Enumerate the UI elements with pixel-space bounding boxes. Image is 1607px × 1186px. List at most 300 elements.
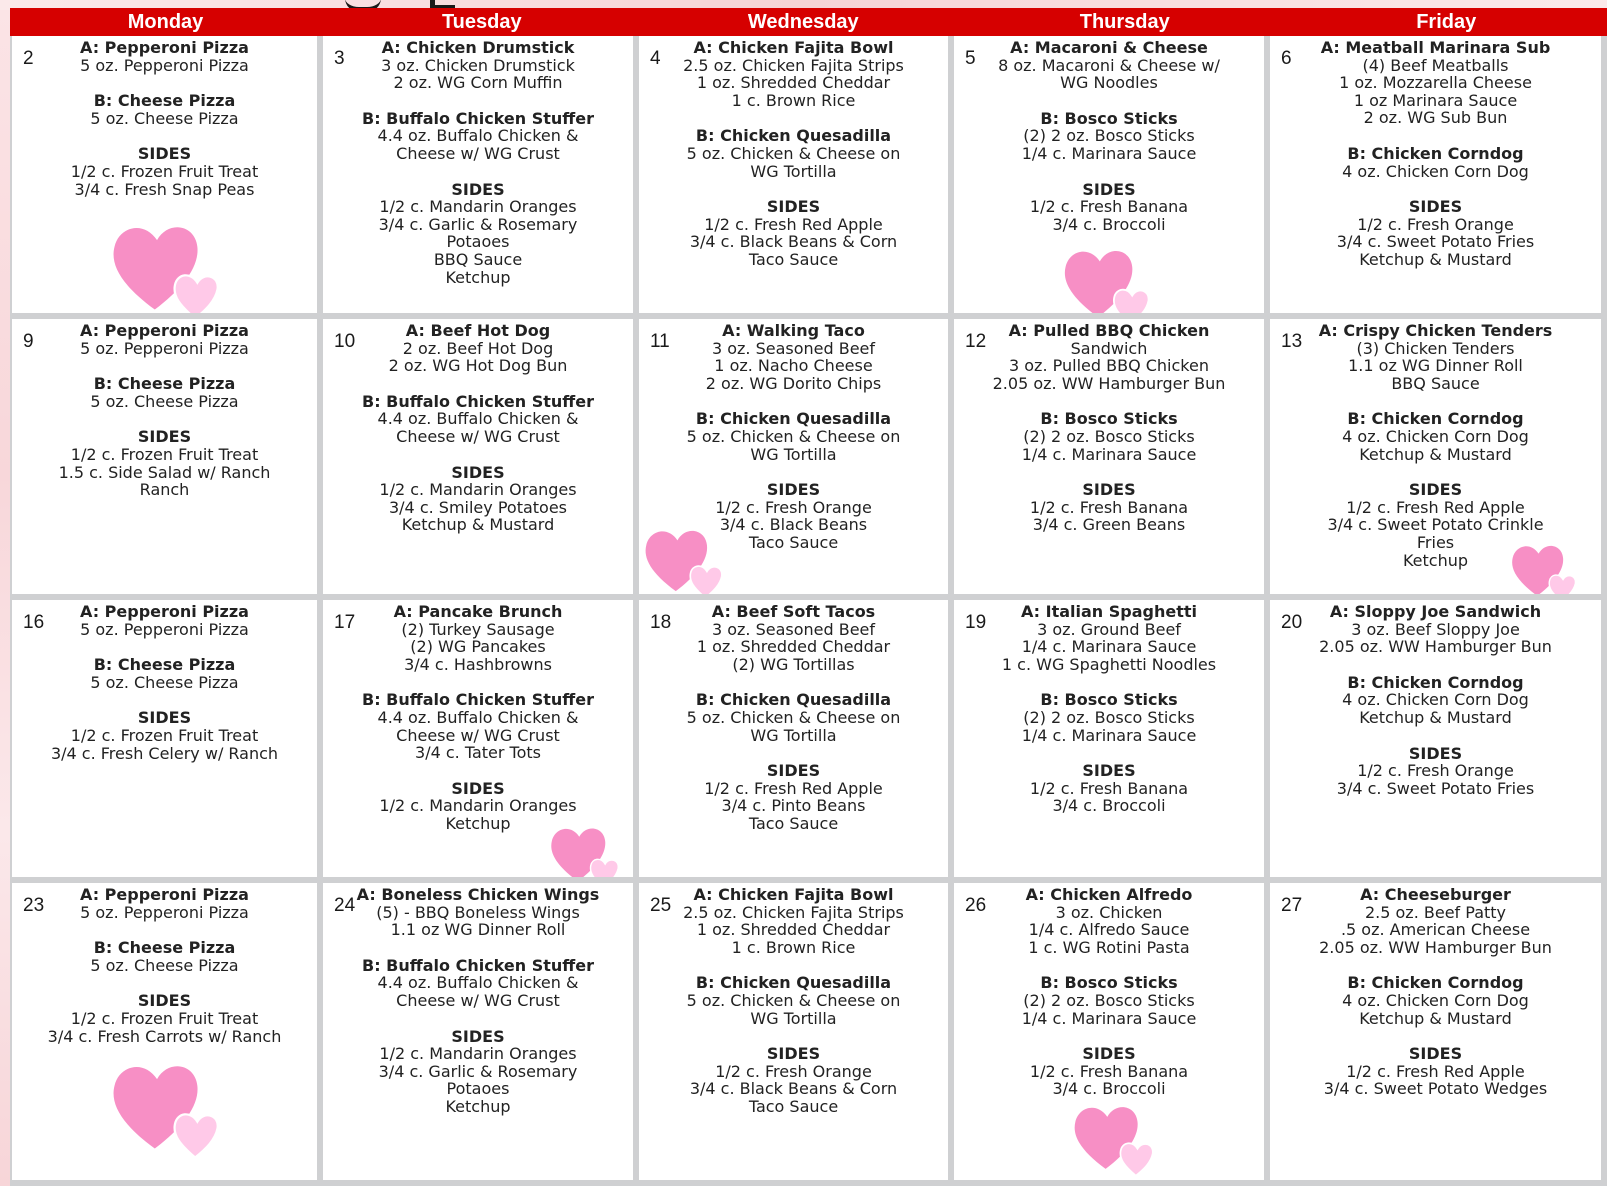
entree-option-title: A: Walking Taco	[722, 321, 865, 340]
menu-line: Ketchup & Mustard	[1359, 249, 1512, 269]
entree-option-title: B: Buffalo Chicken Stuffer	[362, 690, 594, 710]
menu-line: 3 oz. Seasoned Beef	[711, 338, 876, 358]
calendar-cell	[10, 883, 323, 1186]
menu-line: 3/4 c. Fresh Celery w/ Ranch	[50, 743, 279, 763]
menu-line: 4 oz. Chicken Corn Dog	[1342, 990, 1529, 1010]
menu-line: 5 oz. Chicken & Cheese on	[686, 990, 901, 1010]
group-spacer	[954, 673, 1264, 691]
group-spacer	[1270, 727, 1601, 745]
menu-line: 5 oz. Pepperoni Pizza	[80, 902, 249, 922]
entree-option-title: B: Buffalo Chicken Stuffer	[362, 955, 594, 975]
entree-option-title: A: Italian Spaghetti	[1020, 602, 1198, 621]
menu-line: 3 oz. Beef Sloppy Joe	[1351, 619, 1520, 639]
menu-line: (2) 2 oz. Bosco Sticks	[1023, 126, 1195, 146]
menu-line: 1/2 c. Fresh Banana	[1029, 778, 1189, 798]
menu-line: Taco Sauce	[748, 532, 839, 552]
entree-option-title: A: Pepperoni Pizza	[80, 602, 249, 621]
day-number: 25	[650, 895, 672, 916]
menu-line: 4.4 oz. Buffalo Chicken &	[377, 973, 579, 993]
menu-line: (2) WG Tortillas	[732, 654, 855, 674]
menu-line: 2 oz. WG Dorito Chips	[705, 373, 882, 393]
day-number: 5	[965, 48, 976, 69]
sides-heading: SIDES	[451, 462, 505, 482]
menu-line: 1/2 c. Mandarin Oranges	[379, 480, 577, 500]
calendar-cell	[639, 883, 954, 1186]
group-spacer	[1270, 127, 1601, 145]
day-number: 19	[965, 612, 987, 633]
menu-items	[323, 886, 633, 1116]
calendar-cell	[1270, 883, 1607, 1186]
menu-line: 3 oz. Pulled BBQ Chicken	[1009, 356, 1209, 376]
menu-line: 1/4 c. Marinara Sauce	[1021, 143, 1197, 163]
menu-line: 1 c. Brown Rice	[731, 90, 856, 110]
group-spacer	[639, 109, 948, 127]
calendar-cell	[323, 319, 639, 600]
menu-line: (3) Chicken Tenders	[1356, 338, 1515, 358]
menu-line: 1/2 c. Fresh Banana	[1029, 1061, 1189, 1081]
menu-line: (5) - BBQ Boneless Wings	[376, 902, 580, 922]
day-number: 6	[1281, 48, 1292, 69]
group-spacer	[954, 392, 1264, 410]
entree-option-title: B: Buffalo Chicken Stuffer	[362, 391, 594, 411]
day-number: 18	[650, 612, 672, 633]
sides-heading: SIDES	[451, 179, 505, 199]
menu-line: 5 oz. Pepperoni Pizza	[80, 338, 249, 358]
menu-line: Cheese w/ WG Crust	[396, 426, 560, 446]
entree-option-title: B: Chicken Quesadilla	[695, 690, 892, 710]
menu-line: 1/2 c. Frozen Fruit Treat	[70, 444, 259, 464]
day-number: 11	[650, 331, 670, 352]
day-number: 27	[1281, 895, 1303, 916]
menu-line: 2 oz. WG Corn Muffin	[393, 73, 563, 93]
entree-option-title: B: Cheese Pizza	[93, 655, 236, 675]
entree-option-title: A: Chicken Drumstick	[381, 38, 575, 57]
menu-line: 1/2 c. Fresh Red Apple	[1346, 497, 1525, 517]
menu-line: 1.1 oz WG Dinner Roll	[1348, 356, 1523, 376]
menu-line: 1/4 c. Alfredo Sauce	[1028, 920, 1190, 940]
menu-line: 1/2 c. Mandarin Oranges	[379, 197, 577, 217]
day-number: 24	[334, 895, 356, 916]
sides-heading: SIDES	[1082, 179, 1136, 199]
menu-line: 3/4 c. Sweet Potato Wedges	[1323, 1079, 1548, 1099]
menu-line: 1/2 c. Fresh Orange	[1357, 761, 1514, 781]
menu-line: (2) 2 oz. Bosco Sticks	[1023, 426, 1195, 446]
menu-line: 1 oz. Mozzarella Cheese	[1339, 73, 1532, 93]
menu-line: 1 oz. Shredded Cheddar	[696, 73, 891, 93]
entree-option-title: A: Meatball Marinara Sub	[1320, 38, 1551, 57]
menu-line: 2.5 oz. Chicken Fajita Strips	[683, 902, 904, 922]
day-number: 20	[1281, 612, 1303, 633]
group-spacer	[1270, 180, 1601, 198]
group-spacer	[323, 762, 633, 780]
calendar-cell	[10, 319, 323, 600]
group-spacer	[954, 956, 1264, 974]
sides-heading: SIDES	[766, 761, 821, 781]
group-spacer	[639, 392, 948, 410]
group-spacer	[639, 673, 948, 691]
entree-option-title: A: Macaroni & Cheese	[1010, 38, 1208, 57]
menu-line: 2 oz. WG Sub Bun	[1363, 108, 1508, 128]
menu-line: 4.4 oz. Buffalo Chicken &	[377, 707, 579, 727]
menu-line: Cheese w/ WG Crust	[396, 143, 560, 163]
menu-line: 5 oz. Pepperoni Pizza	[80, 55, 249, 75]
group-spacer	[954, 1027, 1264, 1045]
entree-option-title: A: Cheeseburger	[1360, 885, 1511, 904]
menu-items	[12, 603, 317, 762]
entree-option-title: A: Pepperoni Pizza	[80, 38, 249, 57]
calendar-cell	[954, 36, 1270, 319]
menu-line: 4 oz. Chicken Corn Dog	[1342, 426, 1529, 446]
menu-line: 4.4 oz. Buffalo Chicken &	[377, 126, 579, 146]
group-spacer	[12, 974, 317, 992]
menu-line: 3/4 c. Sweet Potato Fries	[1336, 232, 1535, 252]
menu-items	[639, 603, 948, 833]
entree-option-title: A: Pepperoni Pizza	[80, 321, 249, 340]
heart-icon	[549, 818, 621, 883]
header-friday: Friday	[1416, 11, 1477, 33]
day-number: 13	[1281, 331, 1303, 352]
group-spacer	[323, 375, 633, 393]
menu-line: 4 oz. Chicken Corn Dog	[1342, 161, 1529, 181]
sides-heading: SIDES	[1408, 197, 1463, 217]
menu-line: WG Noodles	[1060, 73, 1158, 93]
menu-line: 1 oz. Shredded Cheddar	[696, 637, 891, 657]
menu-line: 1/2 c. Fresh Red Apple	[704, 778, 883, 798]
calendar-cell	[10, 600, 323, 883]
day-number: 3	[334, 48, 345, 69]
entree-option-title: A: Sloppy Joe Sandwich	[1329, 602, 1542, 621]
weekday-header	[10, 8, 1607, 36]
menu-line: .5 oz. American Cheese	[1340, 920, 1531, 940]
menu-line: 1/2 c. Frozen Fruit Treat	[70, 161, 259, 181]
menu-line: 1 c. Brown Rice	[731, 937, 856, 957]
sides-heading: SIDES	[1082, 480, 1136, 500]
entree-option-title: B: Chicken Corndog	[1347, 672, 1524, 692]
day-number: 12	[965, 331, 987, 352]
menu-line: 5 oz. Chicken & Cheese on	[686, 707, 901, 727]
day-number: 9	[23, 331, 34, 352]
menu-line: Taco Sauce	[748, 813, 839, 833]
menu-line: 2.05 oz. WW Hamburger Bun	[992, 373, 1226, 393]
menu-line: 5 oz. Cheese Pizza	[90, 955, 239, 975]
menu-line: 1/2 c. Fresh Banana	[1029, 197, 1189, 217]
group-spacer	[12, 638, 317, 656]
menu-items	[1270, 886, 1601, 1098]
group-spacer	[1270, 1027, 1601, 1045]
calendar-cell	[639, 319, 954, 600]
menu-line: 1/4 c. Marinara Sauce	[1021, 1008, 1197, 1028]
menu-line: 5 oz. Cheese Pizza	[90, 391, 239, 411]
menu-line: 2.5 oz. Beef Patty	[1364, 902, 1507, 922]
menu-items	[12, 39, 317, 198]
menu-line: 1/2 c. Fresh Orange	[715, 1061, 872, 1081]
group-spacer	[12, 357, 317, 375]
menu-line: (2) 2 oz. Bosco Sticks	[1023, 990, 1195, 1010]
menu-line: 1/2 c. Fresh Banana	[1029, 497, 1189, 517]
menu-line: Ketchup	[445, 267, 511, 287]
menu-line: Ketchup & Mustard	[1359, 444, 1512, 464]
header-thursday: Thursday	[1079, 11, 1170, 33]
menu-items	[954, 886, 1264, 1098]
entree-option-title: B: Cheese Pizza	[93, 938, 236, 958]
menu-line: 3/4 c. Black Beans	[719, 515, 868, 535]
menu-line: 1 oz Marinara Sauce	[1353, 90, 1518, 110]
entree-option-title: A: Beef Soft Tacos	[711, 602, 876, 621]
group-spacer	[1270, 656, 1601, 674]
menu-line: 3/4 c. Black Beans & Corn	[689, 1079, 898, 1099]
entree-option-title: A: Chicken Fajita Bowl	[693, 38, 894, 57]
sides-heading: SIDES	[451, 778, 505, 798]
calendar-cell	[639, 600, 954, 883]
group-spacer	[12, 691, 317, 709]
menu-line: 3/4 c. Sweet Potato Fries	[1336, 778, 1535, 798]
menu-line: 3/4 c. Green Beans	[1032, 515, 1186, 535]
sides-heading: SIDES	[137, 991, 192, 1011]
menu-items	[639, 886, 948, 1116]
menu-line: 3 oz. Seasoned Beef	[711, 619, 876, 639]
menu-items	[954, 322, 1264, 534]
menu-line: WG Tortilla	[750, 725, 837, 745]
group-spacer	[12, 921, 317, 939]
menu-line: (2) 2 oz. Bosco Sticks	[1023, 707, 1195, 727]
entree-option-title: B: Chicken Corndog	[1347, 143, 1524, 163]
day-number: 23	[23, 895, 45, 916]
menu-line: 3 oz. Ground Beef	[1037, 619, 1181, 639]
menu-line: 1 oz. Nacho Cheese	[714, 356, 873, 376]
menu-line: 3/4 c. Garlic & Rosemary	[378, 214, 578, 234]
menu-line: 1/2 c. Fresh Red Apple	[1346, 1061, 1525, 1081]
sides-heading: SIDES	[137, 708, 192, 728]
menu-line: 1/2 c. Frozen Fruit Treat	[70, 725, 259, 745]
menu-line: 2.5 oz. Chicken Fajita Strips	[683, 55, 904, 75]
entree-option-title: B: Bosco Sticks	[1040, 409, 1178, 429]
menu-line: 1.5 c. Side Salad w/ Ranch	[58, 462, 271, 482]
day-number: 10	[334, 331, 356, 352]
group-spacer	[954, 463, 1264, 481]
calendar-cell	[954, 600, 1270, 883]
entree-option-title: B: Chicken Corndog	[1347, 409, 1524, 429]
sides-heading: SIDES	[1408, 1044, 1463, 1064]
menu-line: 1 oz. Shredded Cheddar	[696, 920, 891, 940]
entree-option-title: B: Bosco Sticks	[1040, 690, 1178, 710]
entree-option-title: A: Boneless Chicken Wings	[356, 885, 600, 904]
menu-line: 4.4 oz. Buffalo Chicken &	[377, 409, 579, 429]
menu-line: WG Tortilla	[750, 444, 837, 464]
menu-line: 3/4 c. Garlic & Rosemary	[378, 1061, 578, 1081]
menu-line: 3/4 c. Smiley Potatoes	[388, 497, 568, 517]
sides-heading: SIDES	[766, 1044, 821, 1064]
menu-line: 1/2 c. Frozen Fruit Treat	[70, 1008, 259, 1028]
sides-heading: SIDES	[1082, 761, 1136, 781]
group-spacer	[323, 939, 633, 957]
sides-heading: SIDES	[1082, 1044, 1136, 1064]
menu-line: 5 oz. Chicken & Cheese on	[686, 426, 901, 446]
entree-option-title: B: Chicken Corndog	[1347, 973, 1524, 993]
menu-line: WG Tortilla	[750, 1008, 837, 1028]
menu-line: 3/4 c. Tater Tots	[415, 743, 541, 763]
day-number: 26	[965, 895, 987, 916]
menu-line: 5 oz. Chicken & Cheese on	[686, 143, 901, 163]
sides-heading: SIDES	[1408, 480, 1463, 500]
calendar-cell	[1270, 36, 1607, 319]
entree-option-title: A: Pepperoni Pizza	[80, 885, 249, 904]
calendar-cell	[1270, 319, 1607, 600]
menu-line: 1 c. WG Spaghetti Noodles	[1001, 654, 1217, 674]
menu-line: 1/2 c. Fresh Orange	[1357, 214, 1514, 234]
menu-line: 5 oz. Pepperoni Pizza	[80, 619, 249, 639]
group-spacer	[323, 163, 633, 181]
menu-items	[12, 886, 317, 1045]
day-number: 4	[650, 48, 661, 69]
calendar-cell	[323, 883, 639, 1186]
group-spacer	[323, 92, 633, 110]
entree-option-title: B: Chicken Quesadilla	[695, 973, 892, 993]
calendar-cell	[323, 600, 639, 883]
entree-option-title: B: Chicken Quesadilla	[695, 409, 892, 429]
group-spacer	[323, 446, 633, 464]
menu-line: 3 oz. Chicken	[1055, 902, 1163, 922]
menu-line: Fries	[1416, 532, 1455, 552]
menu-line: BBQ Sauce	[433, 249, 523, 269]
menu-line: 1/4 c. Marinara Sauce	[1021, 725, 1197, 745]
menu-line: Ketchup & Mustard	[1359, 707, 1512, 727]
menu-line: 8 oz. Macaroni & Cheese w/	[998, 55, 1220, 75]
menu-line: 3/4 c. Sweet Potato Crinkle	[1327, 515, 1544, 535]
calendar-cell	[1270, 600, 1607, 883]
day-number: 2	[23, 48, 34, 69]
heart-icon	[1510, 536, 1578, 600]
header-monday: Monday	[127, 11, 204, 33]
sides-heading: SIDES	[137, 144, 192, 164]
menu-line: 3/4 c. Broccoli	[1052, 796, 1166, 816]
menu-line: Taco Sauce	[748, 249, 839, 269]
menu-items	[639, 322, 948, 552]
group-spacer	[639, 180, 948, 198]
menu-line: 3/4 c. Fresh Snap Peas	[74, 179, 255, 199]
menu-line: Ranch	[139, 480, 190, 500]
menu-line: 3/4 c. Pinto Beans	[721, 796, 866, 816]
entree-option-title: B: Buffalo Chicken Stuffer	[362, 108, 594, 128]
header-tuesday: Tuesday	[441, 11, 522, 33]
menu-line: 5 oz. Cheese Pizza	[90, 672, 239, 692]
group-spacer	[12, 74, 317, 92]
entree-option-title: B: Bosco Sticks	[1040, 973, 1178, 993]
menu-line: WG Tortilla	[750, 161, 837, 181]
menu-line: 2.05 oz. WW Hamburger Bun	[1319, 637, 1552, 657]
entree-option-title: A: Pulled BBQ Chicken	[1008, 321, 1210, 340]
group-spacer	[1270, 392, 1601, 410]
menu-line: 3/4 c. Fresh Carrots w/ Ranch	[47, 1026, 282, 1046]
group-spacer	[639, 956, 948, 974]
menu-line: 1/2 c. Fresh Orange	[715, 497, 872, 517]
menu-line: Ketchup	[1402, 550, 1469, 570]
group-spacer	[1270, 956, 1601, 974]
heart-icon	[110, 211, 222, 319]
menu-items	[1270, 603, 1601, 797]
menu-line: 3/4 c. Hashbrowns	[404, 654, 552, 674]
menu-line: Sandwich	[1070, 338, 1148, 358]
menu-line: 2 oz. WG Hot Dog Bun	[388, 356, 568, 376]
group-spacer	[323, 1010, 633, 1028]
menu-line: 1 c. WG Rotini Pasta	[1028, 937, 1190, 957]
entree-option-title: A: Beef Hot Dog	[405, 321, 551, 340]
menu-line: 3/4 c. Broccoli	[1052, 1079, 1166, 1099]
sides-heading: SIDES	[451, 1026, 505, 1046]
menu-items	[1270, 322, 1601, 569]
menu-line: Ketchup	[445, 1096, 511, 1116]
entree-option-title: A: Chicken Fajita Bowl	[693, 885, 894, 904]
group-spacer	[1270, 463, 1601, 481]
menu-line: Cheese w/ WG Crust	[396, 990, 560, 1010]
menu-calendar-grid	[10, 36, 1607, 1186]
group-spacer	[954, 92, 1264, 110]
group-spacer	[639, 463, 948, 481]
menu-line: Ketchup & Mustard	[401, 515, 555, 535]
group-spacer	[639, 1027, 948, 1045]
menu-items	[1270, 39, 1601, 269]
menu-line: 1/2 c. Mandarin Oranges	[379, 796, 577, 816]
calendar-cell	[323, 36, 639, 319]
heart-icon	[643, 519, 725, 600]
day-number: 17	[334, 612, 356, 633]
menu-line: (2) WG Pancakes	[410, 637, 546, 657]
group-spacer	[954, 744, 1264, 762]
group-spacer	[323, 673, 633, 691]
menu-line: Potaoes	[446, 1079, 510, 1099]
calendar-cell	[954, 883, 1270, 1186]
group-spacer	[639, 744, 948, 762]
menu-line: 4 oz. Chicken Corn Dog	[1342, 690, 1529, 710]
entree-option-title: A: Chicken Alfredo	[1025, 885, 1193, 904]
menu-line: 2 oz. Beef Hot Dog	[402, 338, 554, 358]
group-spacer	[12, 410, 317, 428]
calendar-cell	[954, 319, 1270, 600]
menu-items	[323, 39, 633, 286]
menu-line: 1/4 c. Marinara Sauce	[1021, 444, 1197, 464]
menu-items	[954, 39, 1264, 233]
menu-line: 3/4 c. Black Beans & Corn	[689, 232, 898, 252]
sides-heading: SIDES	[766, 197, 821, 217]
calendar-cell	[639, 36, 954, 319]
menu-line: Potaoes	[446, 232, 510, 252]
heart-icon	[110, 1050, 222, 1166]
entree-option-title: B: Chicken Quesadilla	[695, 126, 892, 146]
header-wednesday: Wednesday	[747, 11, 859, 33]
group-spacer	[12, 127, 317, 145]
menu-line: BBQ Sauce	[1391, 373, 1480, 393]
menu-line: Cheese w/ WG Crust	[396, 725, 560, 745]
entree-option-title: A: Pancake Brunch	[393, 602, 563, 621]
menu-line: 1/2 c. Mandarin Oranges	[379, 1044, 577, 1064]
menu-line: 3/4 c. Broccoli	[1052, 214, 1166, 234]
menu-line: (2) Turkey Sausage	[401, 619, 555, 639]
sides-heading: SIDES	[766, 480, 821, 500]
heart-icon	[1062, 238, 1152, 319]
menu-line: 3 oz. Chicken Drumstick	[381, 55, 575, 75]
group-spacer	[954, 163, 1264, 181]
menu-line: Ketchup & Mustard	[1359, 1008, 1512, 1028]
menu-items	[954, 603, 1264, 815]
menu-line: (4) Beef Meatballs	[1362, 55, 1509, 75]
entree-option-title: B: Bosco Sticks	[1040, 108, 1178, 128]
menu-items	[323, 322, 633, 534]
entree-option-title: B: Cheese Pizza	[93, 91, 236, 111]
entree-option-title: A: Crispy Chicken Tenders	[1318, 321, 1553, 340]
menu-line: 1.1 oz WG Dinner Roll	[390, 920, 566, 940]
menu-items	[639, 39, 948, 269]
menu-line: 5 oz. Cheese Pizza	[90, 108, 239, 128]
sides-heading: SIDES	[1408, 743, 1463, 763]
